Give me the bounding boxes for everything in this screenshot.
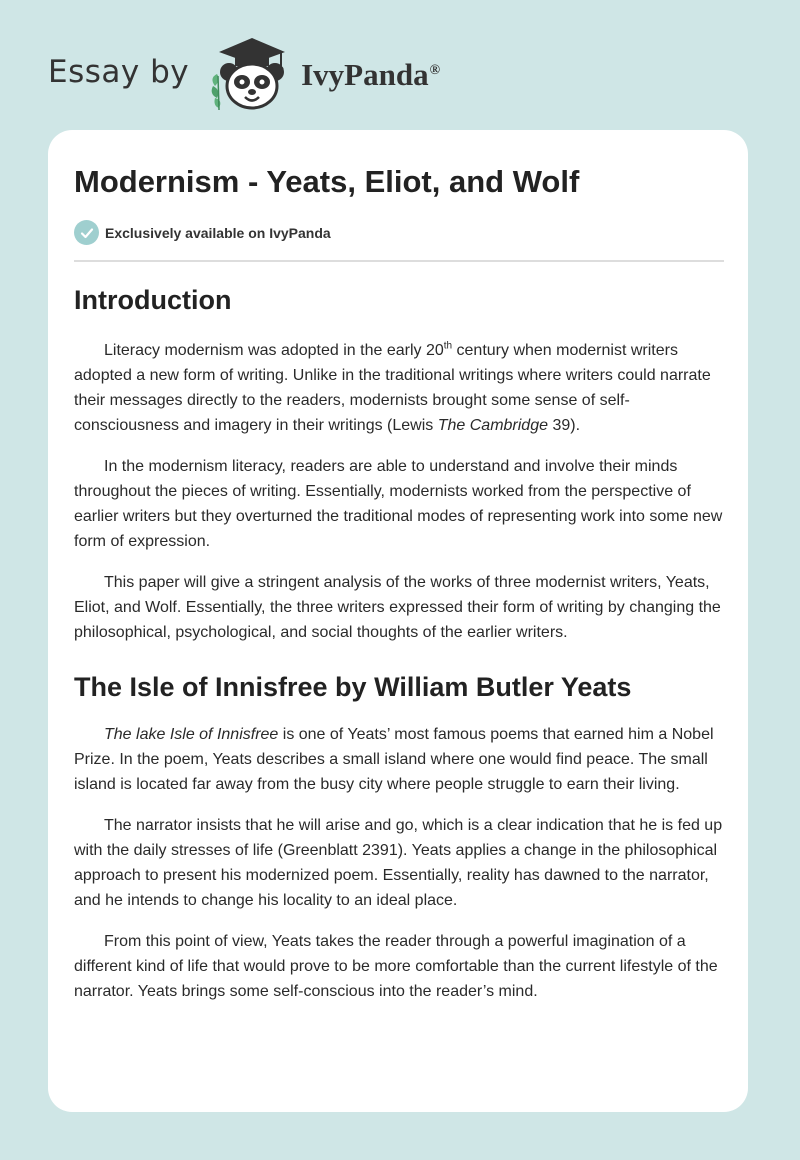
- section-heading-isle-of-innisfree: The Isle of Innisfree by William Butler Yeats: [74, 672, 632, 703]
- paragraph: Literacy modernism was adopted in the early 20th century when modernist writers adopted a new form of writing. Unlike in the traditional writings where writers could narrate their messages directly to the readers, modernists brought some sense of self-consciousness and imagery in their writings (Lewis The Cambridge 39).: [74, 341, 711, 435]
- page-title: Modernism - Yeats, Eliot, and Wolf: [74, 164, 580, 199]
- article-body: [74, 284, 724, 1020]
- exclusive-badge: [74, 220, 331, 245]
- paragraph: The lake Isle of Innisfree is one of Yeats’ most famous poems that earned him a Nobel Prize. In the poem, Yeats describes a small island where one would find peace. The small island is located far away from the busy city where people struggle to earn their living.: [74, 725, 714, 793]
- paragraph: This paper will give a stringent analysis of the works of three modernist writers, Yeats, Eliot, and Wolf. Essentially, the three writers expressed their form of writing by changing the philosophical, psychological, and social thoughts of the earlier writers.: [74, 574, 721, 642]
- site-header: [48, 34, 440, 114]
- article-card: [48, 130, 748, 1112]
- essay-by-label: Essay by: [48, 54, 190, 90]
- section-heading-introduction: Introduction: [74, 285, 232, 315]
- paragraph: From this point of view, Yeats takes the reader through a powerful imagination of a different kind of life that would prove to be more comfortable than the current lifestyle of the narrator. Yeats brings some self-conscious into the reader’s mind.: [74, 932, 718, 1000]
- divider: [74, 260, 724, 262]
- paragraph: The narrator insists that he will arise and go, which is a clear indication that he is fed up with the daily stresses of life (Greenblatt 2391). Yeats applies a change in the philosophical approach to present his modernized poem. Essentially, reality has dawned to the narrator, and he intends to change his locality to an ideal place.: [74, 816, 723, 909]
- registered-mark: ®: [429, 62, 441, 78]
- brand-name[interactable]: IvyPanda®: [301, 57, 441, 92]
- exclusive-label: Exclusively available on IvyPanda: [105, 224, 331, 241]
- panda-graduate-icon[interactable]: [207, 34, 297, 114]
- paragraph: In the modernism literacy, readers are able to understand and involve their minds throughout the pieces of writing. Essentially, modernists worked from the perspective of earlier writers but they overturned the traditional modes of representing work into some new form of expression.: [74, 458, 723, 551]
- check-icon: [74, 220, 99, 245]
